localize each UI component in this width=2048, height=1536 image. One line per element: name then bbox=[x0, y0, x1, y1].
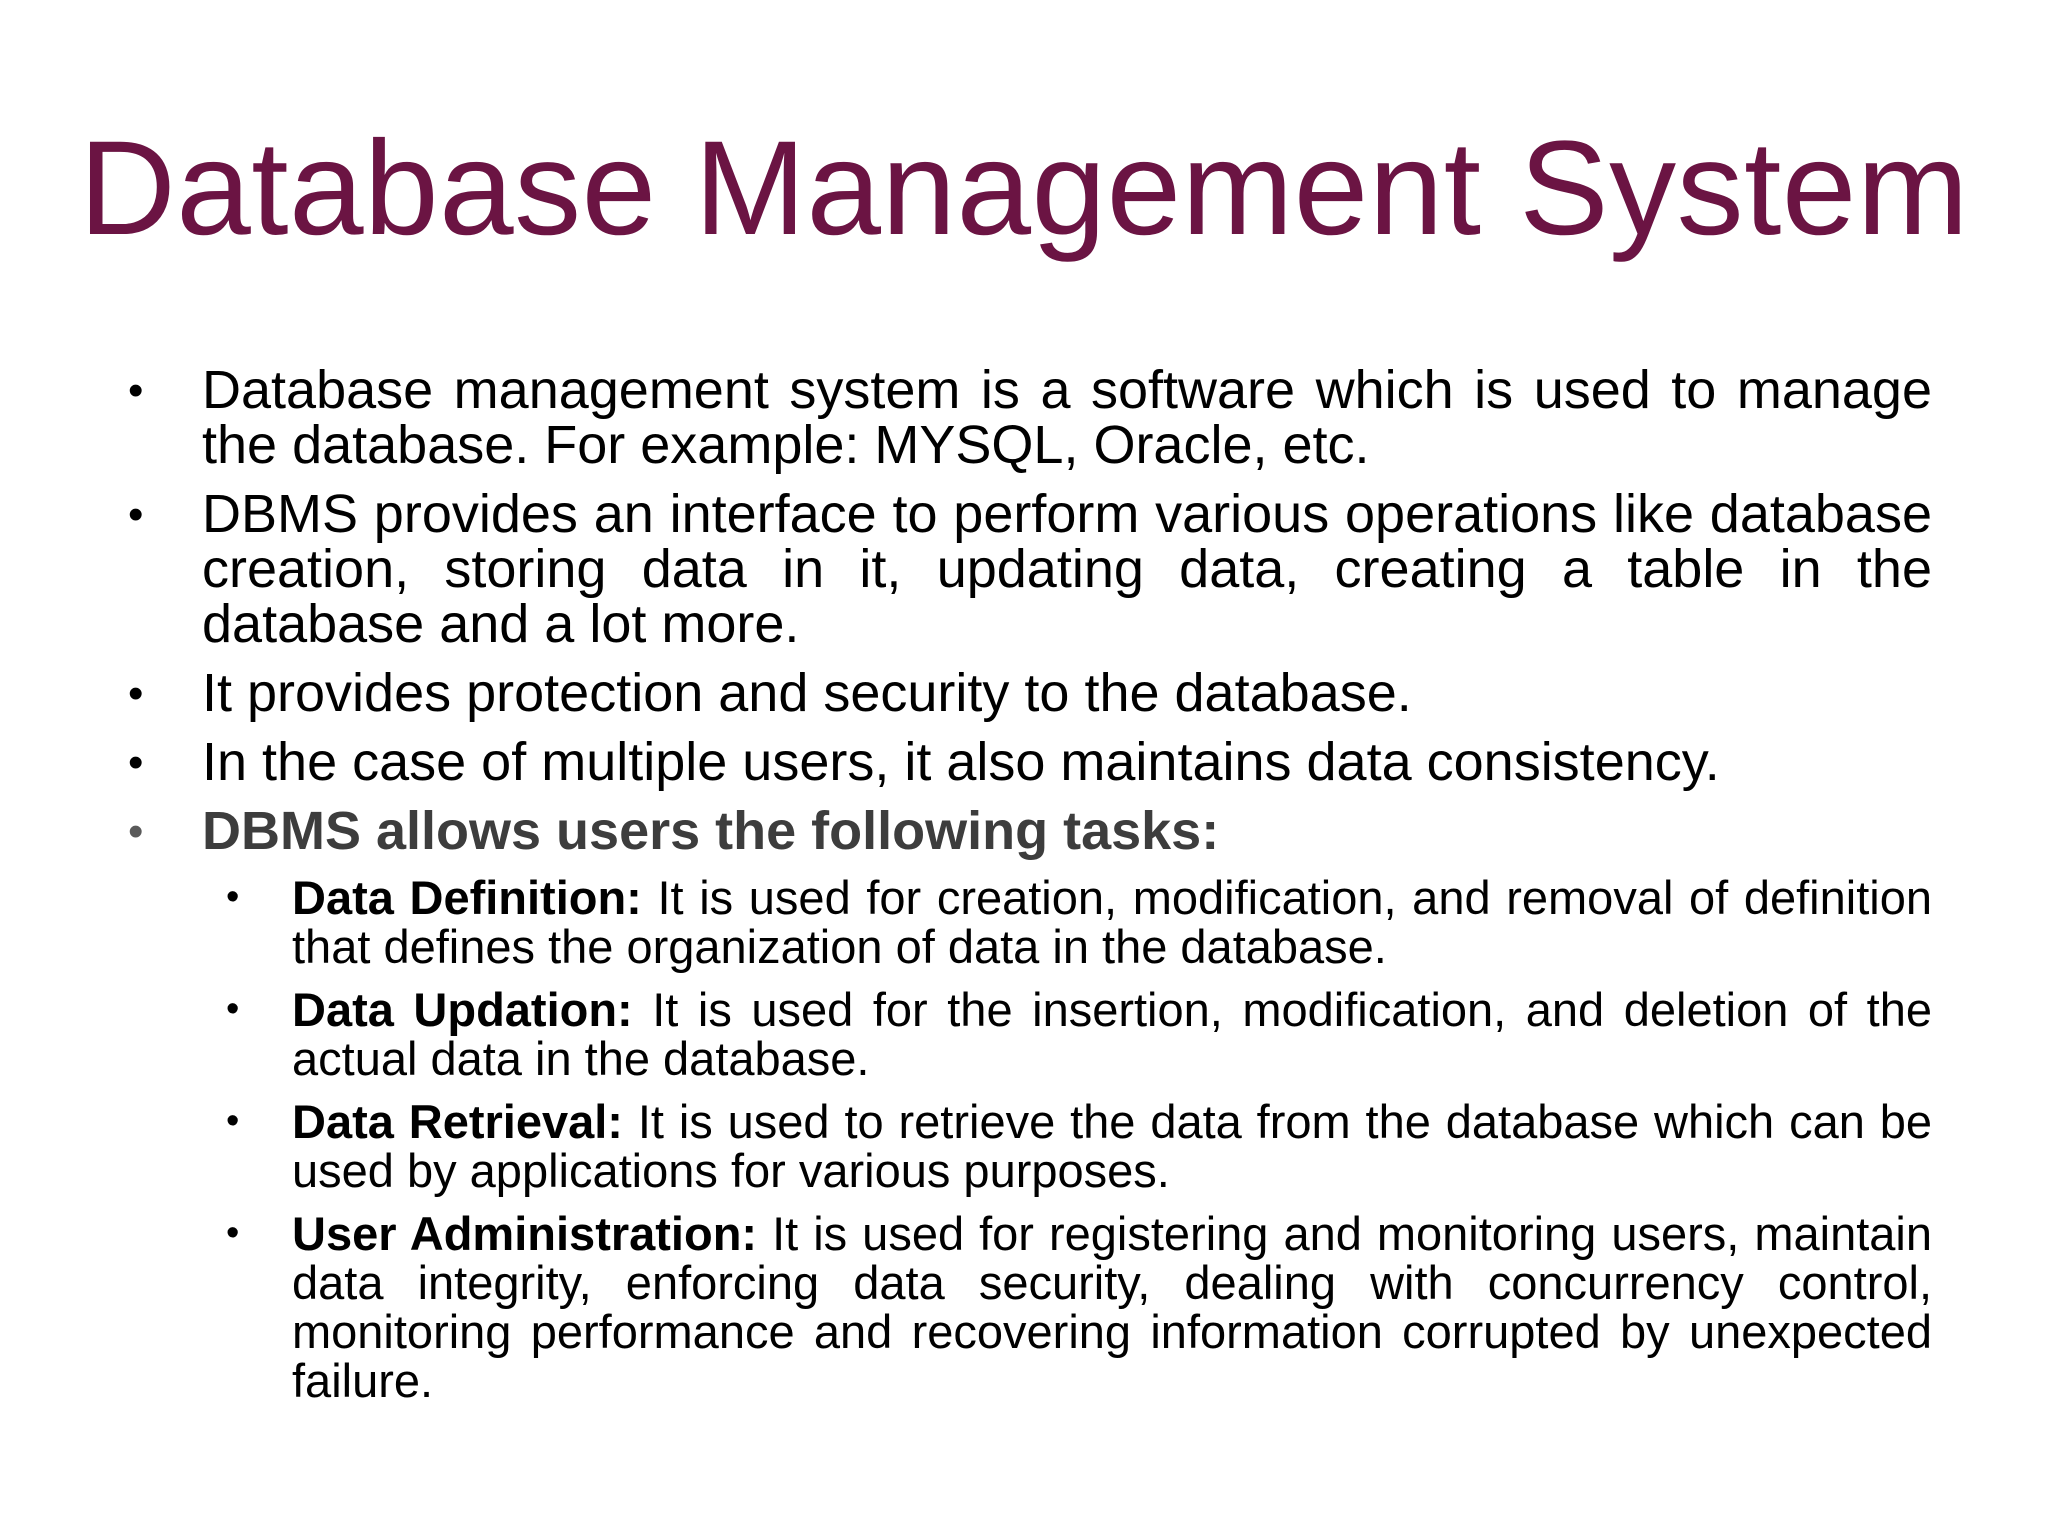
bullet-icon: • bbox=[226, 876, 240, 918]
sub-bullet-text bbox=[292, 873, 1932, 971]
bullet-item bbox=[128, 732, 1932, 792]
bullet-text: DBMS provides an interface to perform various operations like database creation, storing data in it, updating data, creating a table in the database and a lot more. bbox=[202, 484, 1932, 654]
sub-bullet-text bbox=[292, 1209, 1932, 1405]
sub-bullet-text bbox=[292, 1097, 1932, 1195]
bullet-item bbox=[128, 360, 1932, 475]
bullet-item bbox=[128, 484, 1932, 654]
bullet-icon: • bbox=[226, 988, 240, 1030]
bullet-icon: • bbox=[226, 1212, 240, 1254]
sub-bullet-term: Data Definition: bbox=[292, 871, 642, 924]
bullet-text: DBMS allows users the following tasks: bbox=[202, 801, 1220, 861]
bullet-item-tasks-heading bbox=[128, 801, 1932, 861]
bullet-item bbox=[128, 663, 1932, 723]
sub-bullet-description: It is used for the insertion, modification, and deletion of the actual data in the database. bbox=[292, 983, 1932, 1085]
bullet-icon: • bbox=[128, 738, 144, 787]
sub-bullet-item-data-definition bbox=[226, 871, 1932, 973]
sub-bullet-item-data-updation bbox=[226, 983, 1932, 1085]
sub-bullet-item-user-administration bbox=[226, 1207, 1932, 1407]
bullet-icon: • bbox=[128, 669, 144, 718]
sub-bullet-description: It is used for registering and monitoring users, maintain data integrity, enforcing data security, dealing with concurrency control, monitoring performance and recovering information corrupted by unexpected failure. bbox=[292, 1207, 1932, 1407]
sub-bullet-description: It is used for creation, modification, and removal of definition that defines the organization of data in the database. bbox=[292, 871, 1932, 973]
bullet-text: Database management system is a software which is used to manage the database. For example: MYSQL, Oracle, etc. bbox=[202, 360, 1932, 475]
sub-bullet-description: It is used to retrieve the data from the database which can be used by applications for various purposes. bbox=[292, 1095, 1932, 1197]
bullet-icon: • bbox=[128, 807, 144, 856]
bullet-icon: • bbox=[226, 1100, 240, 1142]
bullet-icon: • bbox=[128, 490, 144, 539]
bullet-text: It provides protection and security to the database. bbox=[202, 663, 1412, 723]
bullet-list bbox=[0, 360, 2048, 1419]
sub-bullet-item-data-retrieval bbox=[226, 1095, 1932, 1197]
sub-bullet-term: Data Retrieval: bbox=[292, 1095, 623, 1148]
slide-title: Database Management System bbox=[79, 114, 1969, 263]
sub-bullet-text bbox=[292, 985, 1932, 1083]
bullet-text: In the case of multiple users, it also maintains data consistency. bbox=[202, 732, 1720, 792]
sub-bullet-term: Data Updation: bbox=[292, 983, 633, 1036]
sub-bullet-term: User Administration: bbox=[292, 1207, 758, 1260]
bullet-icon: • bbox=[128, 366, 144, 415]
